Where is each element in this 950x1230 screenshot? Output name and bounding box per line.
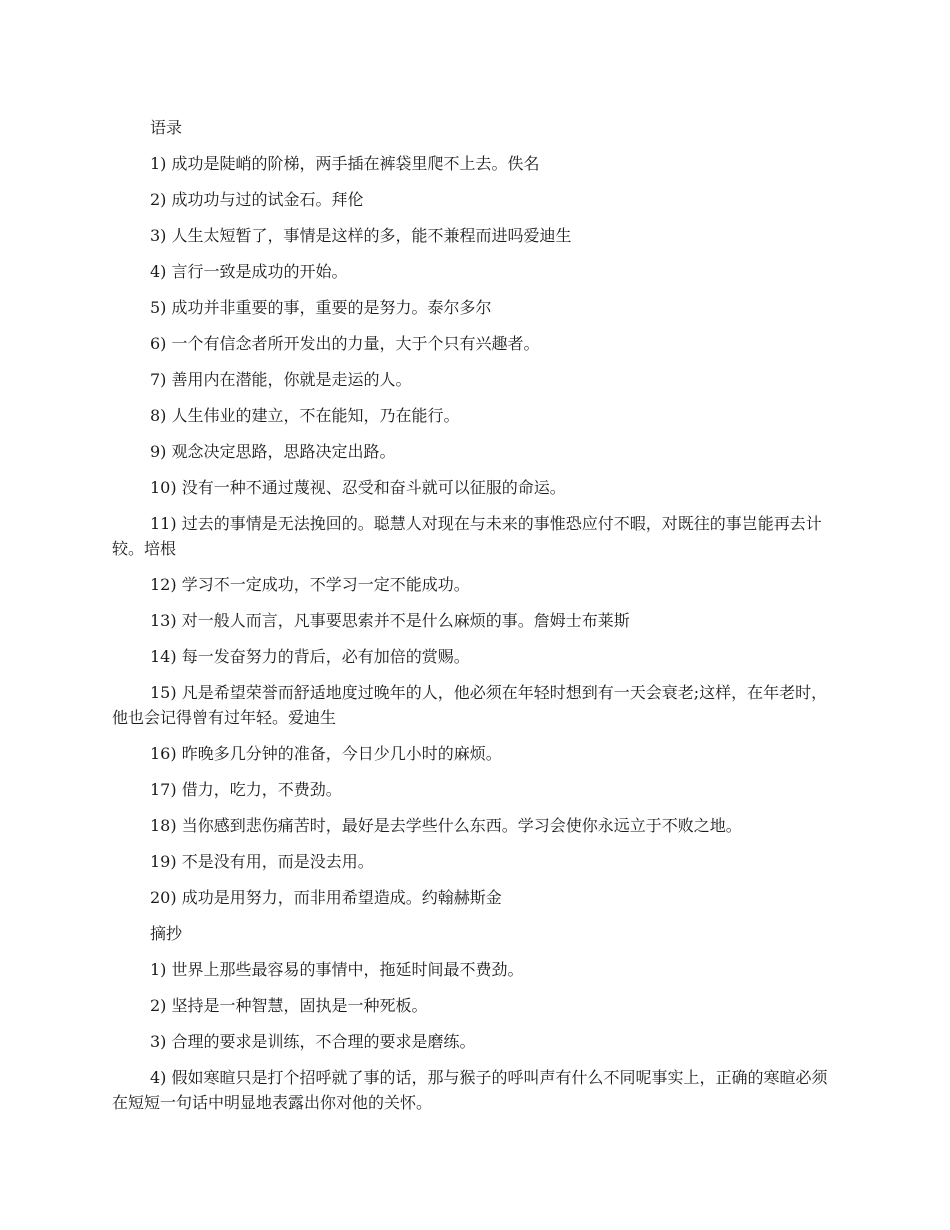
quote-item: 11) 过去的事情是无法挽回的。聪慧人对现在与未来的事惟恐应付不暇，对既往的事岂能再去计较。培根 <box>112 514 822 558</box>
quote-item: 10) 没有一种不通过蔑视、忍受和奋斗就可以征服的命运。 <box>150 478 566 497</box>
quote-item: 19) 不是没有用，而是没去用。 <box>150 852 374 871</box>
quote-item: 16) 昨晚多几分钟的准备，今日少几小时的麻烦。 <box>150 744 502 763</box>
quote-item: 13) 对一般人而言，凡事要思索并不是什么麻烦的事。詹姆士布莱斯 <box>150 611 630 630</box>
document-page <box>112 115 838 1126</box>
quote-item: 15) 凡是希望荣誉而舒适地度过晚年的人，他必须在年轻时想到有一天会衰老;这样，在年老时，他也会记得曾有过年轻。爱迪生 <box>112 683 828 727</box>
quote-item: 3) 人生太短暂了，事情是这样的多，能不兼程而进吗爱迪生 <box>150 226 572 245</box>
quote-item: 1) 成功是陡峭的阶梯，两手插在裤袋里爬不上去。佚名 <box>150 154 540 173</box>
excerpt-item: 3) 合理的要求是训练，不合理的要求是磨练。 <box>150 1032 476 1051</box>
quote-item: 4) 言行一致是成功的开始。 <box>150 262 348 281</box>
quote-item: 12) 学习不一定成功，不学习一定不能成功。 <box>150 575 470 594</box>
quote-item: 14) 每一发奋努力的背后，必有加倍的赏赐。 <box>150 647 470 666</box>
quote-item: 8) 人生伟业的建立，不在能知，乃在能行。 <box>150 406 460 425</box>
quote-item: 2) 成功功与过的试金石。拜伦 <box>150 190 364 209</box>
section-heading: 语录 <box>150 118 183 137</box>
quote-item: 7) 善用内在潜能，你就是走运的人。 <box>150 370 412 389</box>
quote-item: 9) 观念决定思路，思路决定出路。 <box>150 442 396 461</box>
excerpt-item: 2) 坚持是一种智慧，固执是一种死板。 <box>150 996 428 1015</box>
section-heading: 摘抄 <box>150 924 183 943</box>
excerpt-item: 1) 世界上那些最容易的事情中，拖延时间最不费劲。 <box>150 960 524 979</box>
excerpt-item: 4) 假如寒暄只是打个招呼就了事的话，那与猴子的呼叫声有什么不同呢事实上，正确的寒暄必须在短短一句话中明显地表露出你对他的关怀。 <box>112 1068 828 1112</box>
quote-item: 18) 当你感到悲伤痛苦时，最好是去学些什么东西。学习会使你永远立于不败之地。 <box>150 816 742 835</box>
quote-item: 17) 借力，吃力，不费劲。 <box>150 780 342 799</box>
quote-item: 6) 一个有信念者所开发出的力量，大于个只有兴趣者。 <box>150 334 540 353</box>
quote-item: 5) 成功并非重要的事，重要的是努力。泰尔多尔 <box>150 298 492 317</box>
quote-item: 20) 成功是用努力，而非用希望造成。约翰赫斯金 <box>150 888 502 907</box>
